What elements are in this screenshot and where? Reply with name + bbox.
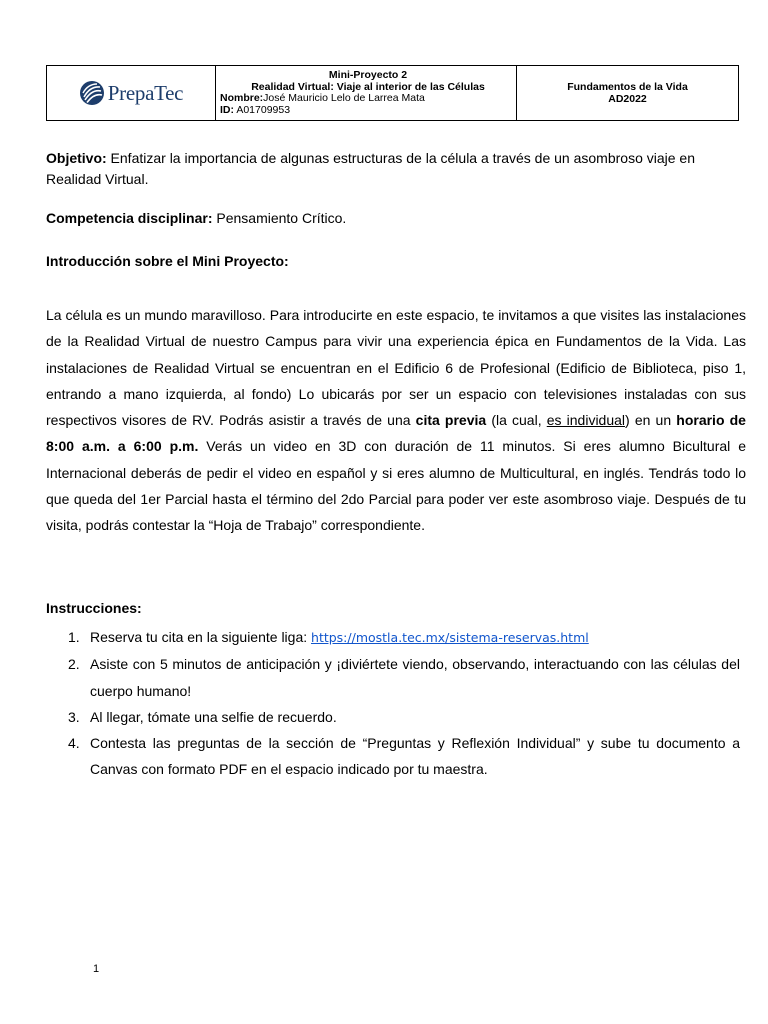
instruction-text: Asiste con 5 minutos de anticipación y ¡diviértete viendo, observando, interactuando con las células del cuerpo humano!: [90, 656, 740, 699]
instruction-text: Reserva tu cita en la siguiente liga:: [90, 629, 312, 645]
intro-underline-individual: es individual: [546, 412, 626, 429]
prepatec-logo: [47, 66, 215, 120]
instruction-number: 3.: [68, 708, 80, 725]
intro-text-3: ) en un: [625, 412, 677, 429]
logo-cell: [47, 66, 216, 121]
instruction-number: 2.: [68, 656, 80, 673]
competence: [46, 208, 746, 229]
objective: [46, 148, 746, 190]
intro-text-2: (la cual,: [486, 412, 547, 429]
name-label: Nombre:: [220, 92, 264, 104]
prepatec-logo-icon: [79, 80, 105, 106]
student-id: A01709953: [236, 103, 291, 116]
instruction-number: 1.: [68, 629, 80, 645]
logo-text: PrepaTec: [107, 80, 184, 105]
intro-heading: Introducción sobre el Mini Proyecto:: [46, 253, 289, 269]
page-number: 1: [93, 963, 100, 975]
instruction-text: Contesta las preguntas de la sección de “Preguntas y Reflexión Individual” y sube tu documento a Canvas con formato PDF en el espacio indicado por tu maestra.: [90, 735, 740, 778]
competence-text: Pensamiento Crítico.: [212, 210, 347, 226]
student-id-row: [220, 105, 516, 117]
instruction-item: [46, 624, 740, 651]
instruction-number: 4.: [68, 735, 80, 752]
project-title: Mini-Proyecto 2: [328, 69, 408, 81]
instruction-item: [46, 704, 740, 730]
project-info-cell: [216, 66, 517, 121]
instructions-heading: Instrucciones:: [46, 600, 142, 616]
project-subtitle: Realidad Virtual: Viaje al interior de las Células: [251, 80, 485, 93]
instruction-item: [46, 651, 740, 704]
course-cell: [517, 66, 739, 121]
header-table: [46, 65, 739, 121]
intro-bold-cita: cita previa: [415, 412, 487, 429]
intro-text-1: La célula es un mundo maravilloso. Para introducirte en este espacio, te invitamos a que visites las instalaciones de la Realidad Virtual de nuestro Campus para vivir una experiencia épica en Fundamentos de la Vida. Las instalaciones de Realidad Virtual se encuentran en el Edificio 6 de Profesional (Edificio de Biblioteca, piso 1, entrando a mano izquierda, al fondo) Lo ubicarás por ser un espacio con televisiones instaladas con sus respectivos visores de RV. Podrás asistir a través de una: [46, 307, 746, 429]
objective-text: Enfatizar la importancia de algunas estructuras de la célula a través de un asombroso viaje en Realidad Virtual.: [46, 150, 695, 187]
objective-label: Objetivo:: [46, 150, 107, 166]
student-name: José Mauricio Lelo de Larrea Mata: [263, 92, 425, 104]
instructions-list: [46, 624, 740, 783]
reservation-link[interactable]: https://mostla.tec.mx/sistema-reservas.html: [311, 630, 589, 645]
course-name: Fundamentos de la Vida: [567, 81, 688, 93]
id-label: ID:: [220, 103, 234, 116]
intro-paragraph: [46, 302, 746, 539]
intro-text-4: Verás un video en 3D con duración de 11 minutos. Si eres alumno Bicultural e Internacional deberás de pedir el video en español y si eres alumno de Multicultural, en inglés. Tendrás todo lo que queda del 1er Parcial hasta el término del 2do Parcial para poder ver este asombroso viaje. Después de tu visita, podrás contestar la “Hoja de Trabajo” correspondiente.: [46, 438, 746, 534]
competence-label: Competencia disciplinar:: [46, 210, 213, 226]
course-code: AD2022: [608, 93, 647, 105]
instruction-text: Al llegar, tómate una selfie de recuerdo.: [90, 708, 337, 725]
intro-bold-horario: horario de 8:00 a.m. a 6:00 p.m.: [46, 412, 746, 455]
instruction-item: [46, 730, 740, 783]
